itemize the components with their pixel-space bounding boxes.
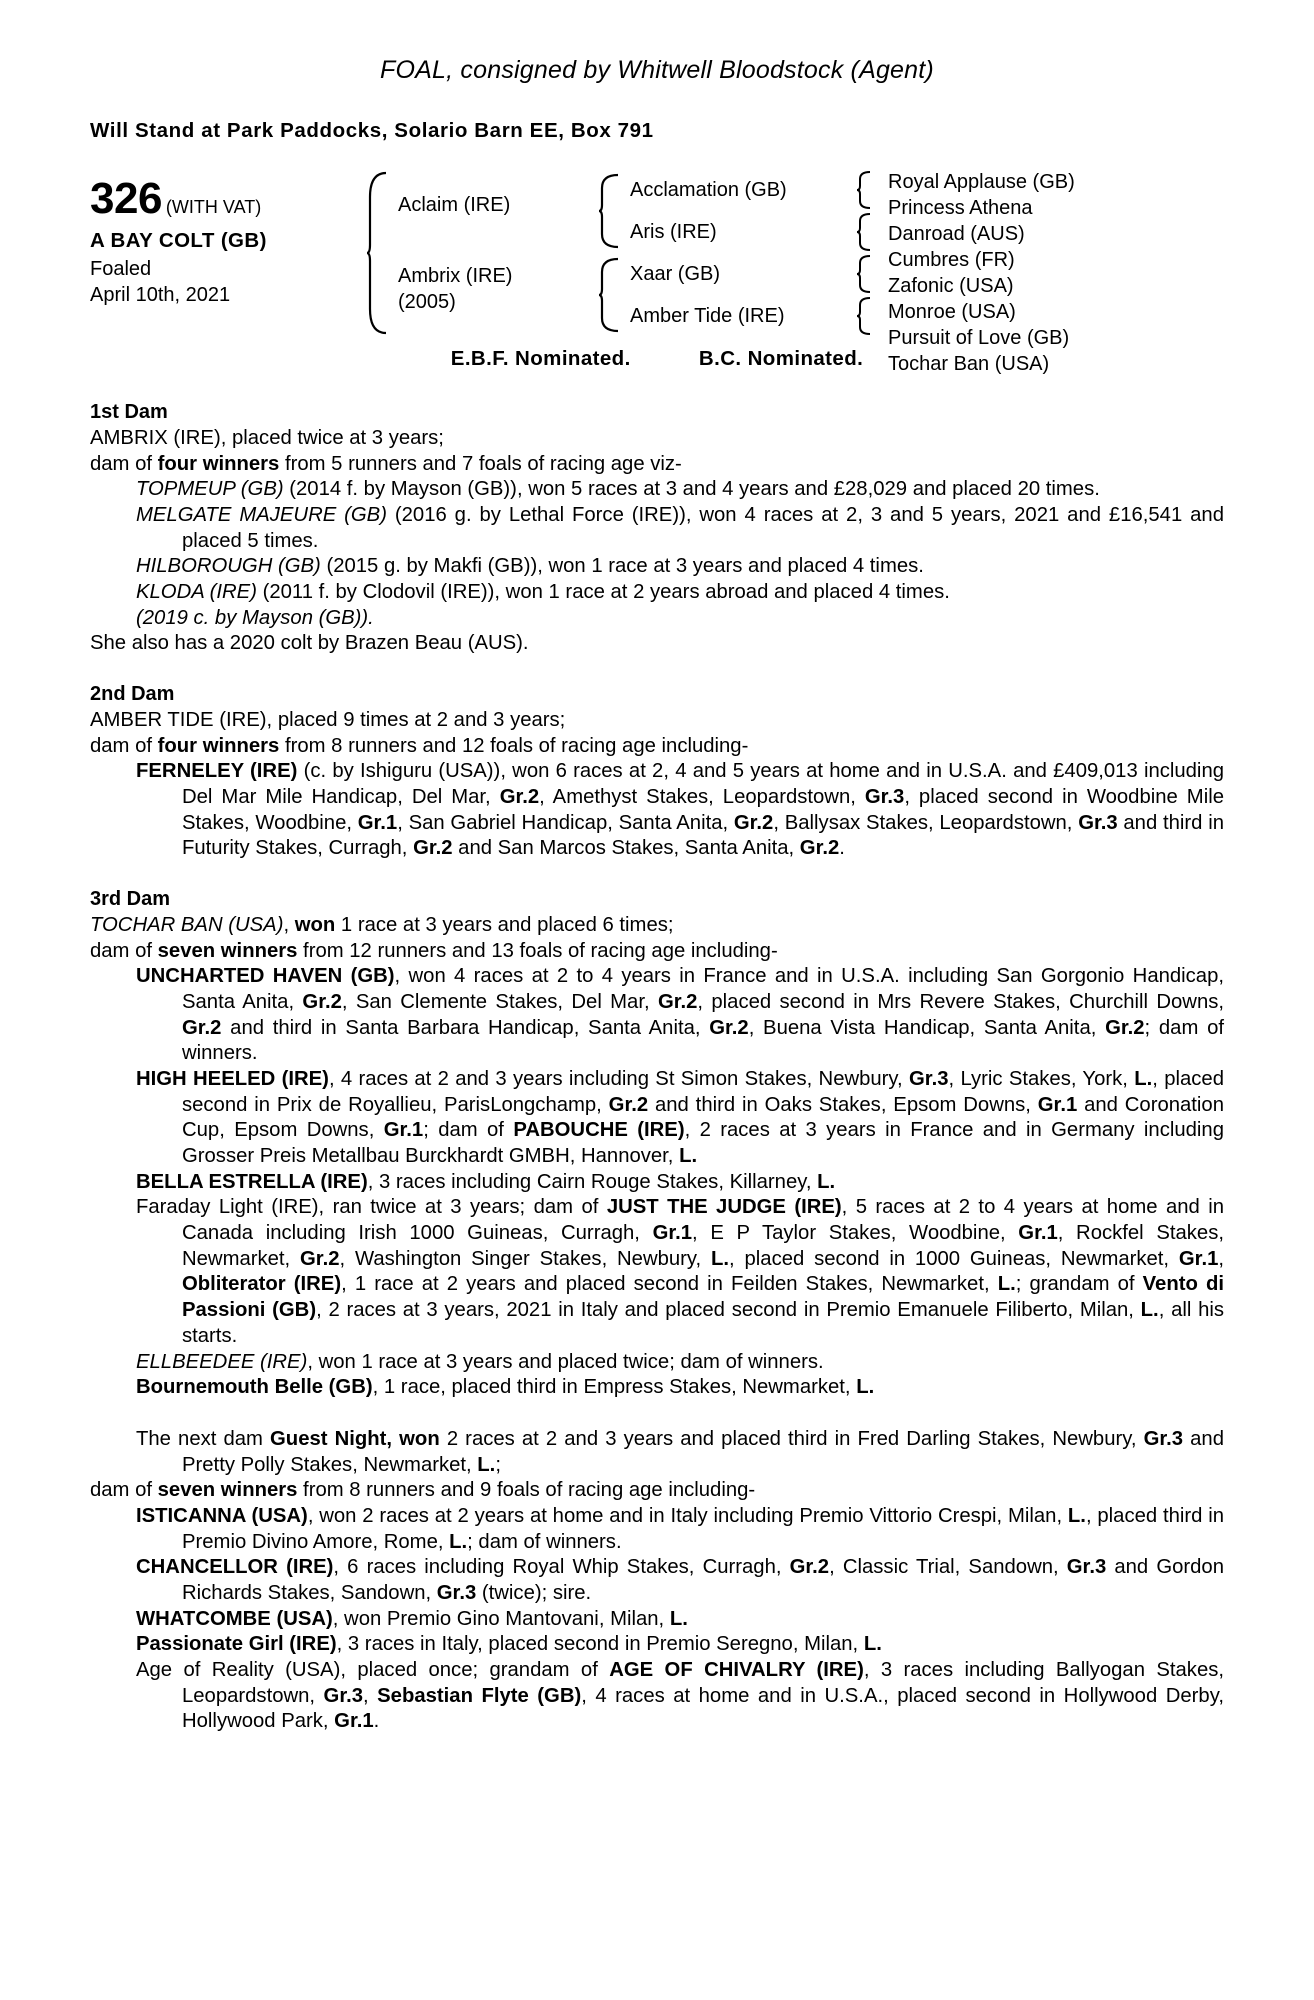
entry-text: , Ballysax Stakes, Leopardstown, (773, 811, 1079, 834)
entry-name: Bournemouth Belle (GB) (136, 1376, 373, 1399)
progeny-text: (2016 g. by Lethal Force (IRE)), won 4 races at 2, 3 and 5 years, 2021 and £16,541 and placed 5 times. (182, 504, 1224, 552)
lot-number: 326 (90, 174, 162, 223)
entry-body: , 4 races at 2 and 3 years including St Simon Stakes, Newbury, Gr.3, Lyric Stakes, York, L., placed second in Prix de Royallieu, ParisLongchamp, Gr.2 and third in Oaks Stakes, Epsom Downs, Gr.1 and Coronation Cup, Epsom Downs, Gr.1; dam of PABOUCHE (IRE), 2 races at 3 years in France and in Germany including Grosser Preis Metallbau Burckhardt GMBH, Hannover, L. (182, 1068, 1224, 1168)
first-dam-heading: 1st Dam (90, 401, 168, 423)
gen4-top-1: Royal Applause (GB) (888, 171, 1075, 193)
next-dam-entry (90, 1658, 1224, 1735)
next-dam-entry (90, 1504, 1224, 1555)
entry-text: , San Gabriel Handicap, Santa Anita, (397, 811, 734, 834)
generation-3 (620, 169, 856, 337)
gen4-top-3: Zafonic (USA) (888, 275, 1014, 297)
entry-body: , 3 races including Cairn Rouge Stakes, Killarney, L. (367, 1170, 836, 1193)
third-dam-damof (90, 939, 1224, 965)
first-dam-section (90, 401, 1224, 657)
gen4-pair-3 (878, 273, 1224, 325)
brace-gen1 (366, 169, 388, 337)
entry-name: CHANCELLOR (IRE) (136, 1556, 334, 1579)
grade-badge: Gr.2 (799, 837, 840, 860)
entry-name: UNCHARTED HAVEN (GB) (136, 965, 395, 988)
gen4-bottom-4: Tochar Ban (USA) (888, 353, 1050, 375)
third-dam-entry (90, 1195, 1224, 1349)
third-dam-section (90, 888, 1224, 1401)
entry-name: Passionate Girl (IRE) (136, 1633, 337, 1656)
damof-pre: dam of (90, 939, 158, 962)
entry-text: . (839, 837, 845, 860)
gen4-bottom-2: Cumbres (FR) (888, 249, 1015, 271)
brace-shape-3 (598, 256, 620, 334)
progeny-item (90, 503, 1224, 554)
second-dam-entry (90, 759, 1224, 862)
grade-badge: Gr.1 (357, 811, 398, 834)
brace-shape-2 (598, 172, 620, 250)
entry-name: Age of Reality (USA) (136, 1658, 341, 1681)
won-label: won (294, 914, 336, 937)
first-dam-footer: She also has a 2020 colt by Brazen Beau (AUS). (90, 632, 529, 655)
next-dam-damof (90, 1478, 1224, 1504)
next-dam-intro (90, 1427, 1224, 1478)
entry-name: ELLBEEDEE (IRE) (136, 1350, 308, 1373)
entry-body: , won 4 races at 2 to 4 years in France and in U.S.A. including San Gorgonio Handicap, Santa Anita, Gr.2, San Clemente Stakes, Del Mar, Gr.2, placed second in Mrs Revere Stakes, Churchill Downs, Gr.2 and third in Santa Barbara Handicap, Santa Anita, Gr.2, Buena Vista Handicap, Santa Anita, Gr.2; dam of winners. (182, 965, 1224, 1065)
gen4-pair-4 (878, 325, 1224, 377)
gen4-pair-2 (878, 221, 1224, 273)
generation-4 (878, 169, 1224, 375)
gen4-top-4: Pursuit of Love (GB) (888, 327, 1070, 349)
brace-g4-1 (856, 170, 878, 210)
damof-pre: dam of (90, 1479, 158, 1502)
brace-shape-1 (366, 169, 388, 337)
entry-body: , won 2 races at 2 years at home and in Italy including Premio Vittorio Crespi, Milan, L., placed third in Premio Divino Amore, Rome, L.; dam of winners. (182, 1504, 1224, 1553)
entry-body: , won Premio Gino Mantovani, Milan, L. (332, 1607, 688, 1630)
sires-dam: Aris (IRE) (630, 221, 717, 243)
grade-badge: Gr.2 (733, 811, 774, 834)
brace-g4-4 (856, 296, 878, 336)
entry-body: , 3 races in Italy, placed second in Premio Seregno, Milan, L. (336, 1633, 882, 1656)
damof-count: seven winners (157, 939, 298, 962)
standing-location: Will Stand at Park Paddocks, Solario Barn EE, Box 791 (90, 119, 654, 142)
brace-shape-5 (856, 212, 872, 252)
bc-nominated: B.C. Nominated. (698, 347, 864, 370)
lot-info (90, 169, 366, 308)
sire-name: Aclaim (IRE) (398, 193, 511, 216)
third-dam-entry (90, 1375, 1224, 1401)
next-dam-entry (90, 1632, 1224, 1658)
progeny-name: KLODA (IRE) (136, 581, 257, 604)
first-dam-name: AMBRIX (IRE) (90, 427, 221, 449)
damof-post: from 8 runners and 9 foals of racing age including- (297, 1479, 756, 1502)
lot-number-line (90, 174, 366, 223)
progeny-text: (2014 f. by Mayson (GB)), won 5 races at 3 and 4 years and £28,029 and placed 20 times. (283, 478, 1100, 501)
generation-2 (388, 169, 598, 337)
entry-body: , placed once; grandam of AGE OF CHIVALRY (IRE), 3 races including Ballyogan Stakes, Leopardstown, Gr.3, Sebastian Flyte (GB), 4 races at home and in U.S.A., placed second in Hollywood Derby, Hollywood Park, Gr.1. (182, 1658, 1225, 1733)
brace-dam (598, 256, 620, 334)
damof-pre: dam of (90, 452, 158, 475)
progeny-item (90, 477, 1224, 503)
entry-name: WHATCOMBE (USA) (136, 1607, 333, 1630)
animal-description: A BAY COLT (GB) (90, 229, 267, 252)
grade-badge: Gr.2 (413, 837, 453, 860)
progeny-text: (2015 g. by Makfi (GB)), won 1 race at 3 years and placed 4 times. (320, 555, 924, 578)
entry-name: BELLA ESTRELLA (IRE) (136, 1170, 368, 1193)
third-dam-intro: TOCHAR BAN (USA), won 1 race at 3 years and placed 6 times; (90, 914, 674, 937)
grade-badge: Gr.2 (499, 786, 540, 809)
third-dam-heading: 3rd Dam (90, 888, 171, 911)
next-dam-intro-rest: 2 races at 2 and 3 years and placed third in Fred Darling Stakes, Newbury, Gr.3 and Pretty Polly Stakes, Newmarket, L.; (182, 1427, 1224, 1476)
first-dam-intro-rest: , placed twice at 3 years; (220, 427, 444, 449)
dam-name: Ambrix (IRE) (398, 264, 513, 287)
sires-sire: Acclamation (GB) (630, 179, 787, 201)
entry-text: , Amethyst Stakes, Leopardstown, (539, 786, 865, 809)
progeny-name: HILBOROUGH (GB) (136, 555, 321, 578)
damof-post: from 8 runners and 12 foals of racing age including- (279, 734, 749, 757)
dams-dam: Amber Tide (IRE) (630, 305, 785, 327)
dam-block (388, 263, 598, 315)
brace-shape-4 (856, 170, 872, 210)
damof-post: from 5 runners and 7 foals of racing age viz- (279, 452, 682, 475)
entry-name: FERNELEY (IRE) (136, 760, 298, 783)
entry-name: HIGH HEELED (IRE) (136, 1068, 329, 1091)
brace-shape-7 (856, 296, 872, 336)
entry-body: , ran twice at 3 years; dam of JUST THE JUDGE (IRE), 5 races at 2 to 4 years at home and in Canada including Irish 1000 Guineas, Curragh, Gr.1, E P Taylor Stakes, Woodbine, Gr.1, Rockfel Stakes, Newmarket, Gr.2, Washington Singer Stakes, Newbury, L., placed second in 1000 Guineas, Newmarket, Gr.1, Obliterator (IRE), 1 race at 2 years and placed second in Feilden Stakes, Newmarket, L.; grandam of Vento di Passioni (GB), 2 races at 3 years, 2021 in Italy and placed second in Premio Emanuele Filiberto, Milan, L., all his starts. (182, 1196, 1225, 1347)
entry-body: , won 1 race at 3 years and placed twice; dam of winners. (307, 1350, 824, 1373)
progeny-text: (2011 f. by Clodovil (IRE)), won 1 race at 2 years abroad and placed 4 times. (256, 581, 950, 604)
progeny-name: MELGATE MAJEURE (GB) (136, 504, 387, 527)
entry-text: , placed second in Woodbine Mile Stakes, Woodbine, (182, 786, 1224, 834)
progeny-item (90, 580, 1224, 606)
grade-badge: Gr.3 (864, 786, 905, 809)
damof-count: four winners (157, 734, 280, 757)
next-dam-entry (90, 1607, 1224, 1633)
gen4-bottom-1: Princess Athena (888, 197, 1033, 219)
third-dam-intro-rest: 1 race at 3 years and placed 6 times; (335, 914, 674, 937)
first-dam-intro (90, 426, 1224, 452)
third-dam-name: TOCHAR BAN (USA) (90, 914, 284, 937)
next-dam-pre: The next dam (136, 1427, 271, 1450)
second-dam-damof (90, 734, 1224, 760)
entry-text: and San Marcos Stakes, Santa Anita, (452, 837, 800, 860)
next-dam-section (90, 1427, 1224, 1735)
damof-post: from 12 runners and 13 foals of racing age including- (297, 939, 778, 962)
foaled-date: April 10th, 2021 (90, 283, 231, 306)
won-label: , won (386, 1427, 440, 1450)
dams-sire: Xaar (GB) (630, 263, 721, 285)
brace-g4-2 (856, 212, 878, 252)
second-dam-intro-rest: , placed 9 times at 2 and 3 years; (266, 709, 566, 732)
second-dam-intro (90, 708, 1224, 734)
progeny-name: (2019 c. by Mayson (GB)). (136, 606, 374, 629)
damof-pre: dam of (90, 734, 158, 757)
vat-note: (WITH VAT) (165, 197, 262, 217)
entry-name: Faraday Light (IRE) (136, 1196, 319, 1219)
brace-gen2-group (598, 169, 620, 337)
gen4-bottom-3: Monroe (USA) (888, 301, 1016, 323)
grade-badge: Gr.3 (1078, 811, 1118, 834)
third-dam-entry (90, 1350, 1224, 1376)
damof-count: four winners (157, 452, 280, 475)
gen4-pair-1 (878, 169, 1224, 221)
brace-sire (598, 172, 620, 250)
ebf-nominated: E.B.F. Nominated. (450, 347, 631, 370)
entry-name: ISTICANNA (USA) (136, 1504, 308, 1527)
entry-body: , 6 races including Royal Whip Stakes, Curragh, Gr.2, Classic Trial, Sandown, Gr.3 and Gordon Richards Stakes, Sandown, Gr.3 (twice); sire. (182, 1556, 1224, 1604)
next-dam-name: Guest Night (270, 1427, 387, 1450)
progeny-item (90, 554, 1224, 580)
damof-count: seven winners (157, 1479, 298, 1502)
third-dam-entry (90, 964, 1224, 1067)
gen4-top-2: Danroad (AUS) (888, 223, 1025, 245)
first-dam-damof (90, 452, 1224, 478)
entry-body: , 1 race, placed third in Empress Stakes, Newmarket, L. (372, 1376, 875, 1399)
progeny-name: TOPMEUP (GB) (136, 478, 284, 501)
second-dam-section (90, 683, 1224, 862)
second-dam-heading: 2nd Dam (90, 683, 175, 706)
brace-g4-3 (856, 254, 878, 294)
entry-text: (c. by Ishiguru (USA)), won 6 races at 2, 4 and 5 years at home and in U.S.A. and £409,013 including Del Mar Mile Handicap, Del Mar, (182, 760, 1224, 809)
foaled-label: Foaled (90, 258, 152, 280)
dam-year: (2005) (398, 290, 456, 313)
brace-gen3-group (856, 169, 878, 337)
consignor-line: FOAL, consigned by Whitwell Bloodstock (Agent) (380, 56, 934, 84)
third-dam-entry (90, 1067, 1224, 1170)
second-dam-name: AMBER TIDE (IRE) (90, 709, 267, 732)
brace-shape-6 (856, 254, 872, 294)
progeny-item (90, 606, 1224, 632)
next-dam-entry (90, 1555, 1224, 1606)
entry-text: and third in Futurity Stakes, Curragh, (182, 811, 1224, 860)
third-dam-entry (90, 1170, 1224, 1196)
